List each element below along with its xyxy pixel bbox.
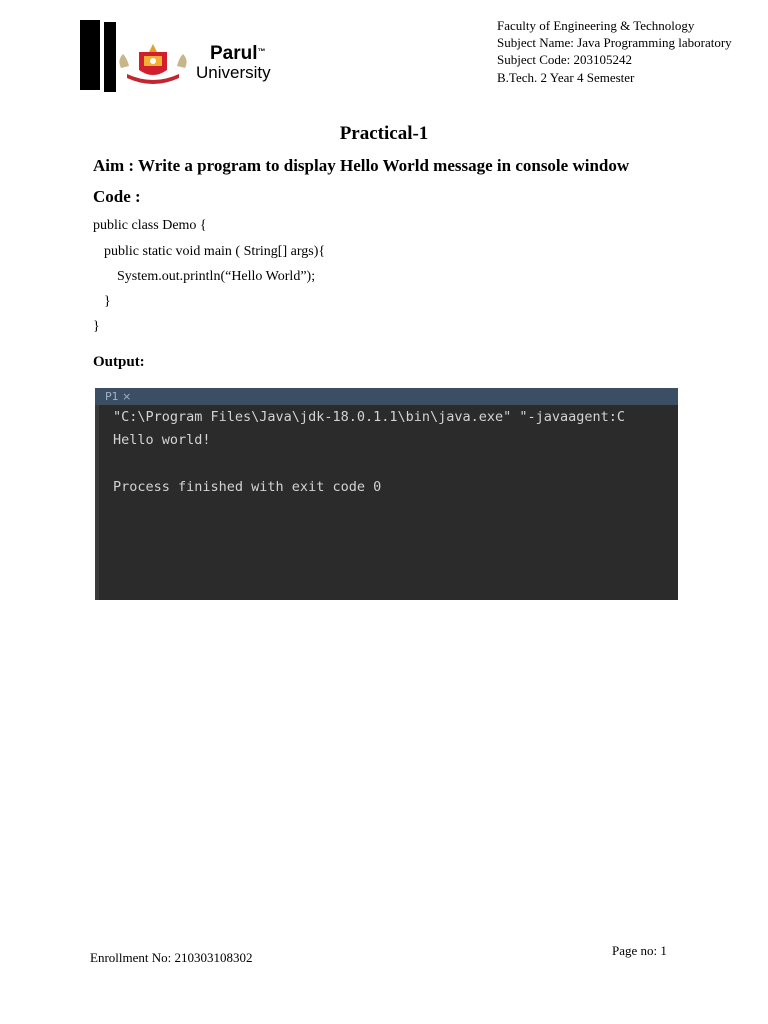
practical-title: Practical-1 [339, 123, 429, 144]
logo-bar-left [80, 20, 100, 90]
code-line: public class Demo { [93, 218, 207, 233]
output-heading: Output: [93, 354, 145, 370]
page-number: Page no: 1 [612, 943, 667, 958]
code-heading: Code : [93, 187, 141, 206]
course-line: B.Tech. 2 Year 4 Semester [497, 70, 635, 85]
console-tab-bar [95, 388, 678, 405]
faculty-line: Faculty of Engineering & Technology [497, 18, 695, 33]
subject-name-line: Subject Name: Java Programming laboratory [497, 35, 732, 50]
brand-subtitle: University [196, 63, 271, 82]
console-tab: P1 × [105, 390, 132, 403]
console-command-line: "C:\Program Files\Java\jdk-18.0.1.1\bin\java.exe" "-javaagent:C [113, 409, 626, 425]
subject-code-line: Subject Code: 203105242 [497, 52, 633, 67]
code-line: System.out.println(“Hello World”); [117, 269, 316, 284]
console-hello-line: Hello world! [113, 432, 211, 448]
university-emblem-icon [113, 38, 193, 86]
brand-name: Parul™ [210, 43, 266, 64]
console-gutter [95, 405, 99, 600]
code-line: public static void main ( String[] args){ [104, 244, 326, 259]
enrollment-number: Enrollment No: 210303108302 [90, 950, 253, 965]
code-line: } [104, 294, 111, 309]
code-line: } [93, 319, 100, 334]
aim-text: Aim : Write a program to display Hello World message in console window [93, 156, 630, 175]
console-exit-line: Process finished with exit code 0 [113, 479, 382, 495]
console-output-panel [95, 388, 678, 600]
